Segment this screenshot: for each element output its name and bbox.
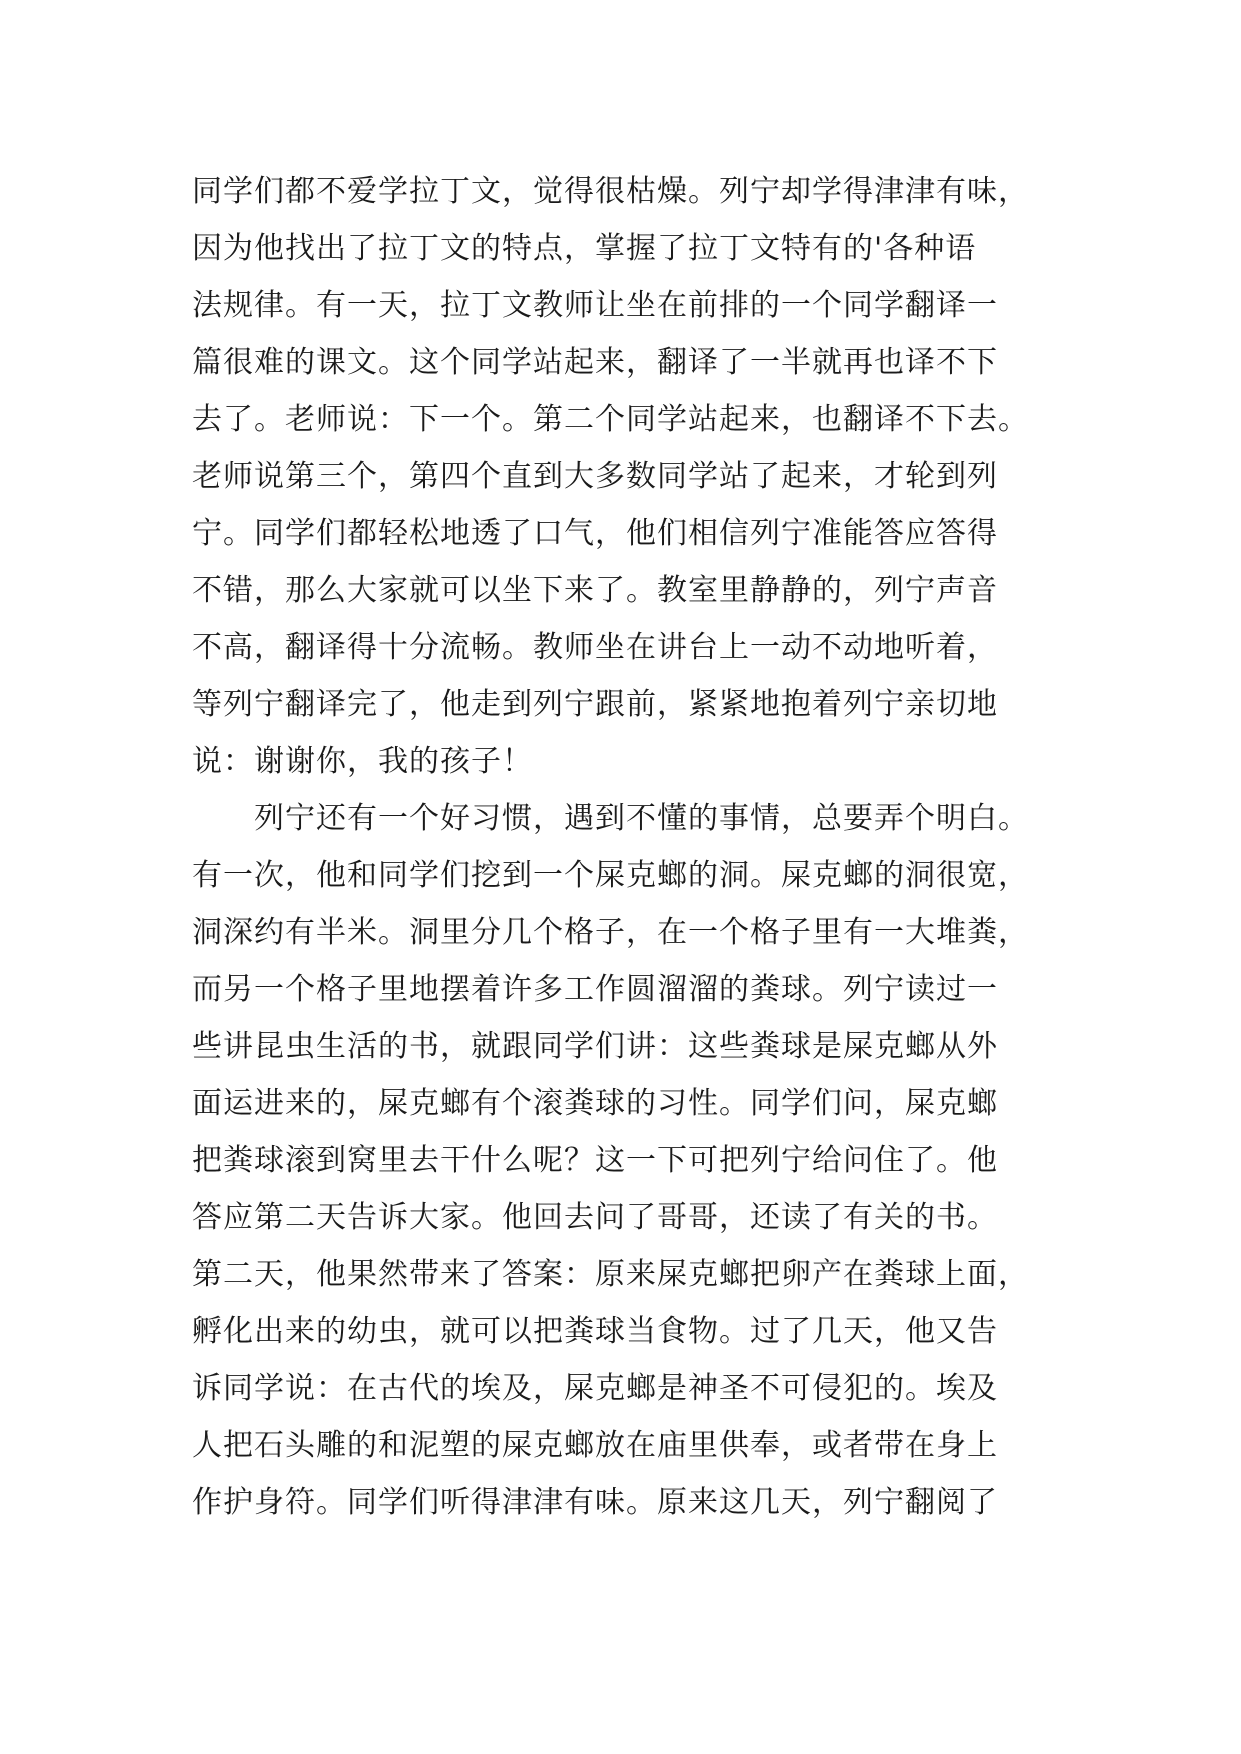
text-line: 篇很难的课文。这个同学站起来，翻译了一半就再也译不下 [192, 345, 998, 380]
text-line: 而另一个格子里地摆着许多工作圆溜溜的粪球。列宁读过一 [192, 972, 998, 1007]
body-text [192, 163, 1072, 1531]
text-line: 洞深约有半米。洞里分几个格子，在一个格子里有一大堆粪， [192, 915, 1029, 950]
text-line: 老师说第三个，第四个直到大多数同学站了起来，才轮到列 [192, 459, 998, 494]
text-line: 孵化出来的幼虫，就可以把粪球当食物。过了几天，他又告 [192, 1314, 998, 1349]
text-line: 说：谢谢你，我的孩子！ [192, 744, 533, 779]
text-line: 宁。同学们都轻松地透了口气，他们相信列宁准能答应答得 [192, 516, 998, 551]
text-line: 诉同学说：在古代的埃及，屎克螂是神圣不可侵犯的。埃及 [192, 1371, 998, 1406]
text-line: 去了。老师说：下一个。第二个同学站起来，也翻译不下去。 [192, 402, 1029, 437]
text-line: 答应第二天告诉大家。他回去问了哥哥，还读了有关的书。 [192, 1200, 998, 1235]
text-line: 同学们都不爱学拉丁文，觉得很枯燥。列宁却学得津津有味， [192, 174, 1029, 209]
text-line: 列宁还有一个好习惯，遇到不懂的事情，总要弄个明白。 [192, 801, 1029, 836]
text-line: 些讲昆虫生活的书，就跟同学们讲：这些粪球是屎克螂从外 [192, 1029, 998, 1064]
text-line: 不高，翻译得十分流畅。教师坐在讲台上一动不动地听着， [192, 630, 998, 665]
text-line: 等列宁翻译完了，他走到列宁跟前，紧紧地抱着列宁亲切地 [192, 687, 998, 722]
text-line: 面运进来的，屎克螂有个滚粪球的习性。同学们问，屎克螂 [192, 1086, 998, 1121]
text-line: 有一次，他和同学们挖到一个屎克螂的洞。屎克螂的洞很宽， [192, 858, 1029, 893]
text-line: 第二天，他果然带来了答案：原来屎克螂把卵产在粪球上面， [192, 1257, 1029, 1292]
text-line: 作护身符。同学们听得津津有味。原来这几天，列宁翻阅了 [192, 1485, 998, 1520]
text-line: 把粪球滚到窝里去干什么呢？这一下可把列宁给问住了。他 [192, 1143, 998, 1178]
text-line: 因为他找出了拉丁文的特点，掌握了拉丁文特有的'各种语 [192, 231, 977, 266]
text-line: 人把石头雕的和泥塑的屎克螂放在庙里供奉，或者带在身上 [192, 1428, 998, 1463]
text-line: 法规律。有一天，拉丁文教师让坐在前排的一个同学翻译一 [192, 288, 998, 323]
text-line: 不错，那么大家就可以坐下来了。教室里静静的，列宁声音 [192, 573, 998, 608]
